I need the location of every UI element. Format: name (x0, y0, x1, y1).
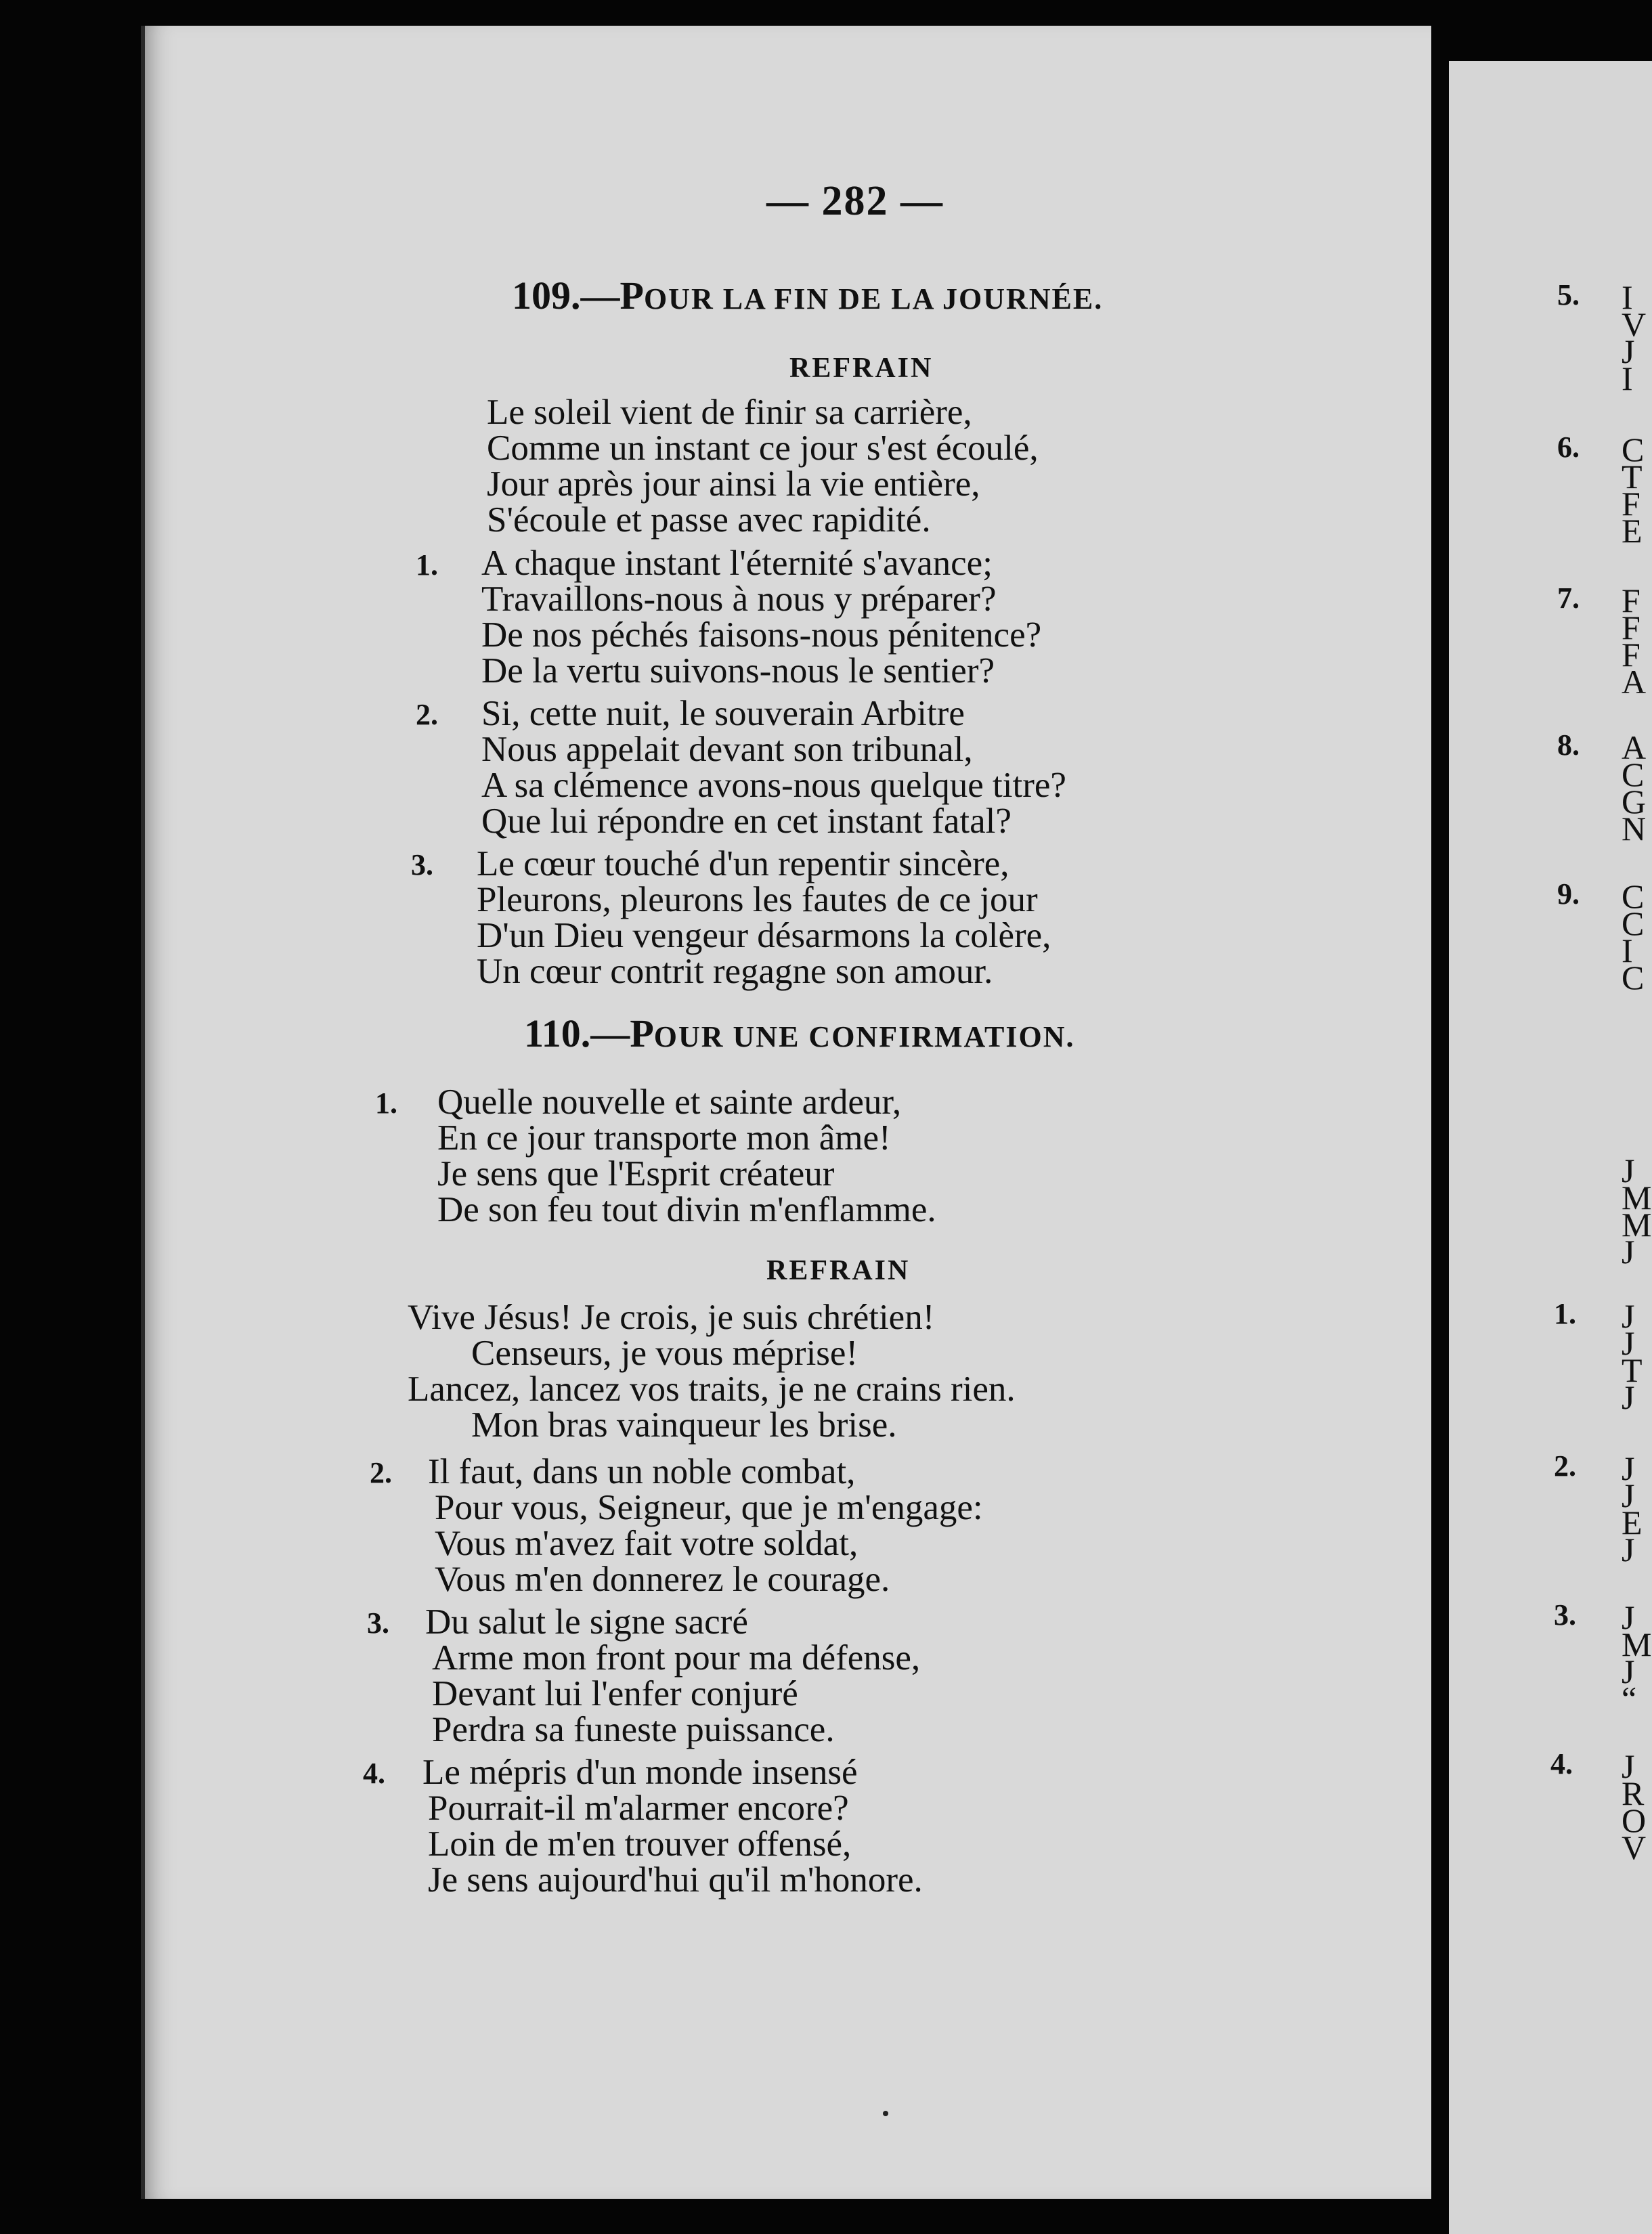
right-page-letter: T (1622, 1351, 1643, 1389)
verse-line: Si, cette nuit, le souverain Arbitre (481, 694, 965, 733)
right-verse-number: 7. (1557, 582, 1580, 615)
refrain-line: S'écoule et passe avec rapidité. (487, 500, 931, 540)
right-verse-number: 3. (1554, 1598, 1576, 1631)
right-page-letter: G (1622, 783, 1647, 820)
verse-number: 2. (416, 698, 438, 731)
verse-number: 3. (367, 1606, 389, 1640)
right-page-letter: R (1622, 1774, 1645, 1812)
hymn-109-refrain-label: REFRAIN (789, 353, 934, 384)
right-page-letter: F (1622, 636, 1640, 674)
hymn-110-verse-3 (425, 1604, 920, 1748)
right-page-letter: I (1622, 359, 1633, 397)
right-page-letter: E (1622, 1504, 1643, 1541)
print-speck (883, 2111, 888, 2116)
hymn-110-verse-4 (422, 1755, 923, 1898)
right-verse-number: 1. (1554, 1297, 1576, 1330)
hymn-109-verse-3 (477, 846, 1051, 990)
verse-line: Pour vous, Seigneur, que je m'engage: (435, 1488, 983, 1527)
right-page-letter: M (1622, 1179, 1652, 1217)
right-page-letter: F (1622, 582, 1640, 619)
right-verse-number: 5. (1557, 278, 1580, 311)
verse-line: De nos péchés faisons-nous pénitence? (481, 615, 1042, 655)
verse-line: Quelle nouvelle et sainte ardeur, (437, 1082, 902, 1122)
right-page-letter: J (1622, 1324, 1635, 1362)
right-page-letter: J (1622, 1531, 1635, 1569)
right-page-letter: O (1622, 1801, 1647, 1839)
right-page-letter: F (1622, 485, 1640, 523)
right-page-letter: C (1622, 877, 1645, 915)
verse-number: 1. (375, 1087, 397, 1120)
refrain-line: Mon bras vainqueur les brise. (471, 1405, 897, 1445)
refrain-line: Jour après jour ainsi la vie entière, (487, 464, 980, 504)
verse-line: Perdra sa funeste puissance. (432, 1710, 835, 1749)
verse-line: A chaque instant l'éternité s'avance; (481, 544, 993, 583)
hymn-110-verse-1 (437, 1082, 936, 1229)
verse-line: Arme mon front pour ma défense, (432, 1638, 921, 1678)
right-page-letter: N (1622, 810, 1647, 848)
hymn-109-number: 109.— (512, 273, 620, 317)
hymn-110-title-initial: P (630, 1011, 654, 1055)
right-verse-number: 2. (1554, 1449, 1576, 1483)
left-page (141, 26, 1431, 2199)
verse-line: Du salut le signe sacré (425, 1602, 748, 1642)
right-page-letter: J (1622, 332, 1635, 370)
verse-line: Pourrait-il m'alarmer encore? (428, 1789, 849, 1828)
right-page-letter: V (1622, 305, 1647, 343)
refrain-line: Censeurs, je vous méprise! (471, 1334, 858, 1373)
hymn-109-title-rest: OUR LA FIN DE LA JOURNÉE. (643, 282, 1104, 315)
verse-line: En ce jour transporte mon âme! (437, 1118, 891, 1158)
verse-line: Loin de m'en trouver offensé, (428, 1824, 852, 1864)
verse-number: 2. (370, 1456, 392, 1489)
right-page-letter: J (1622, 1233, 1635, 1271)
right-page-letter: C (1622, 431, 1645, 468)
right-page-letter: I (1622, 932, 1633, 969)
verse-line: Il faut, dans un noble combat, (428, 1452, 856, 1491)
verse-line: De la vertu suivons-nous le sentier? (481, 651, 995, 691)
refrain-line: Lancez, lancez vos traits, je ne crains rien. (408, 1370, 1016, 1409)
verse-line: Un cœur contrit regagne son amour. (477, 952, 993, 991)
hymn-110-refrain (408, 1300, 1016, 1443)
right-page-letter: I (1622, 278, 1633, 316)
right-page-letter: J (1622, 1652, 1635, 1690)
hymn-110-title-rest: OUR UNE CONFIRMATION. (653, 1020, 1075, 1053)
verse-number: 4. (363, 1757, 385, 1790)
hymn-109-title (512, 273, 1104, 317)
page-number: — 282 — (766, 178, 944, 224)
verse-line: Vous m'en donnerez le courage. (435, 1560, 890, 1599)
right-page-letter: F (1622, 609, 1640, 647)
hymn-110-number: 110.— (524, 1011, 630, 1055)
right-verse-number: 4. (1550, 1747, 1573, 1780)
verse-line: Le mépris d'un monde insensé (422, 1753, 858, 1792)
right-page-letter: A (1622, 663, 1647, 701)
verse-line: Travaillons-nous à nous y préparer? (481, 579, 997, 619)
hymn-109-verse-2 (481, 696, 1066, 839)
hymn-110-refrain-label: REFRAIN (766, 1255, 911, 1286)
verse-number: 1. (416, 548, 438, 582)
verse-line: De son feu tout divin m'enflamme. (437, 1190, 936, 1229)
verse-line: Devant lui l'enfer conjuré (432, 1674, 798, 1713)
right-page-letter: C (1622, 904, 1645, 942)
right-page-letter: V (1622, 1828, 1647, 1866)
verse-number: 3. (411, 848, 433, 881)
hymn-109-verse-1 (481, 546, 1041, 689)
right-verse-number: 8. (1557, 728, 1580, 762)
right-verse-number: 6. (1557, 431, 1580, 464)
hymn-110-title (524, 1011, 1075, 1055)
right-page-letter: J (1622, 1378, 1635, 1416)
refrain-line: Vive Jésus! Je crois, je suis chrétien! (408, 1298, 935, 1337)
refrain-line: Comme un instant ce jour s'est écoulé, (487, 429, 1039, 468)
refrain-line: Le soleil vient de finir sa carrière, (487, 393, 972, 432)
right-page-letter: J (1622, 1297, 1635, 1335)
right-page-letter: A (1622, 728, 1647, 766)
hymn-109-title-initial: P (620, 273, 644, 317)
right-page-letter: M (1622, 1206, 1652, 1244)
verse-line: Que lui répondre en cet instant fatal? (481, 802, 1012, 841)
verse-line: Vous m'avez fait votre soldat, (435, 1524, 858, 1563)
right-page-letter: C (1622, 755, 1645, 793)
right-page-letter: C (1622, 959, 1645, 996)
right-page-letter: J (1622, 1747, 1635, 1785)
hymn-109-refrain (487, 395, 1039, 538)
verse-line: Je sens que l'Esprit créateur (437, 1154, 835, 1193)
verse-line: Nous appelait devant son tribunal, (481, 730, 973, 769)
hymn-110-verse-2 (428, 1454, 983, 1598)
verse-line: A sa clémence avons-nous quelque titre? (481, 766, 1066, 805)
right-page-letter: “ (1622, 1680, 1637, 1717)
right-page-letter: T (1622, 458, 1643, 496)
right-page-edge (1449, 61, 1652, 2234)
right-page-letter: E (1622, 512, 1643, 550)
verse-line: D'un Dieu vengeur désarmons la colère, (477, 916, 1051, 955)
right-page-letter: J (1622, 1449, 1635, 1487)
right-page-letter: J (1622, 1598, 1635, 1636)
right-verse-number: 9. (1557, 877, 1580, 911)
right-page-letter: J (1622, 1152, 1635, 1189)
right-page-letter: J (1622, 1476, 1635, 1514)
right-page-letter: M (1622, 1625, 1652, 1663)
verse-line: Je sens aujourd'hui qu'il m'honore. (428, 1860, 923, 1900)
verse-line: Pleurons, pleurons les fautes de ce jour (477, 880, 1038, 919)
verse-line: Le cœur touché d'un repentir sincère, (477, 844, 1009, 883)
